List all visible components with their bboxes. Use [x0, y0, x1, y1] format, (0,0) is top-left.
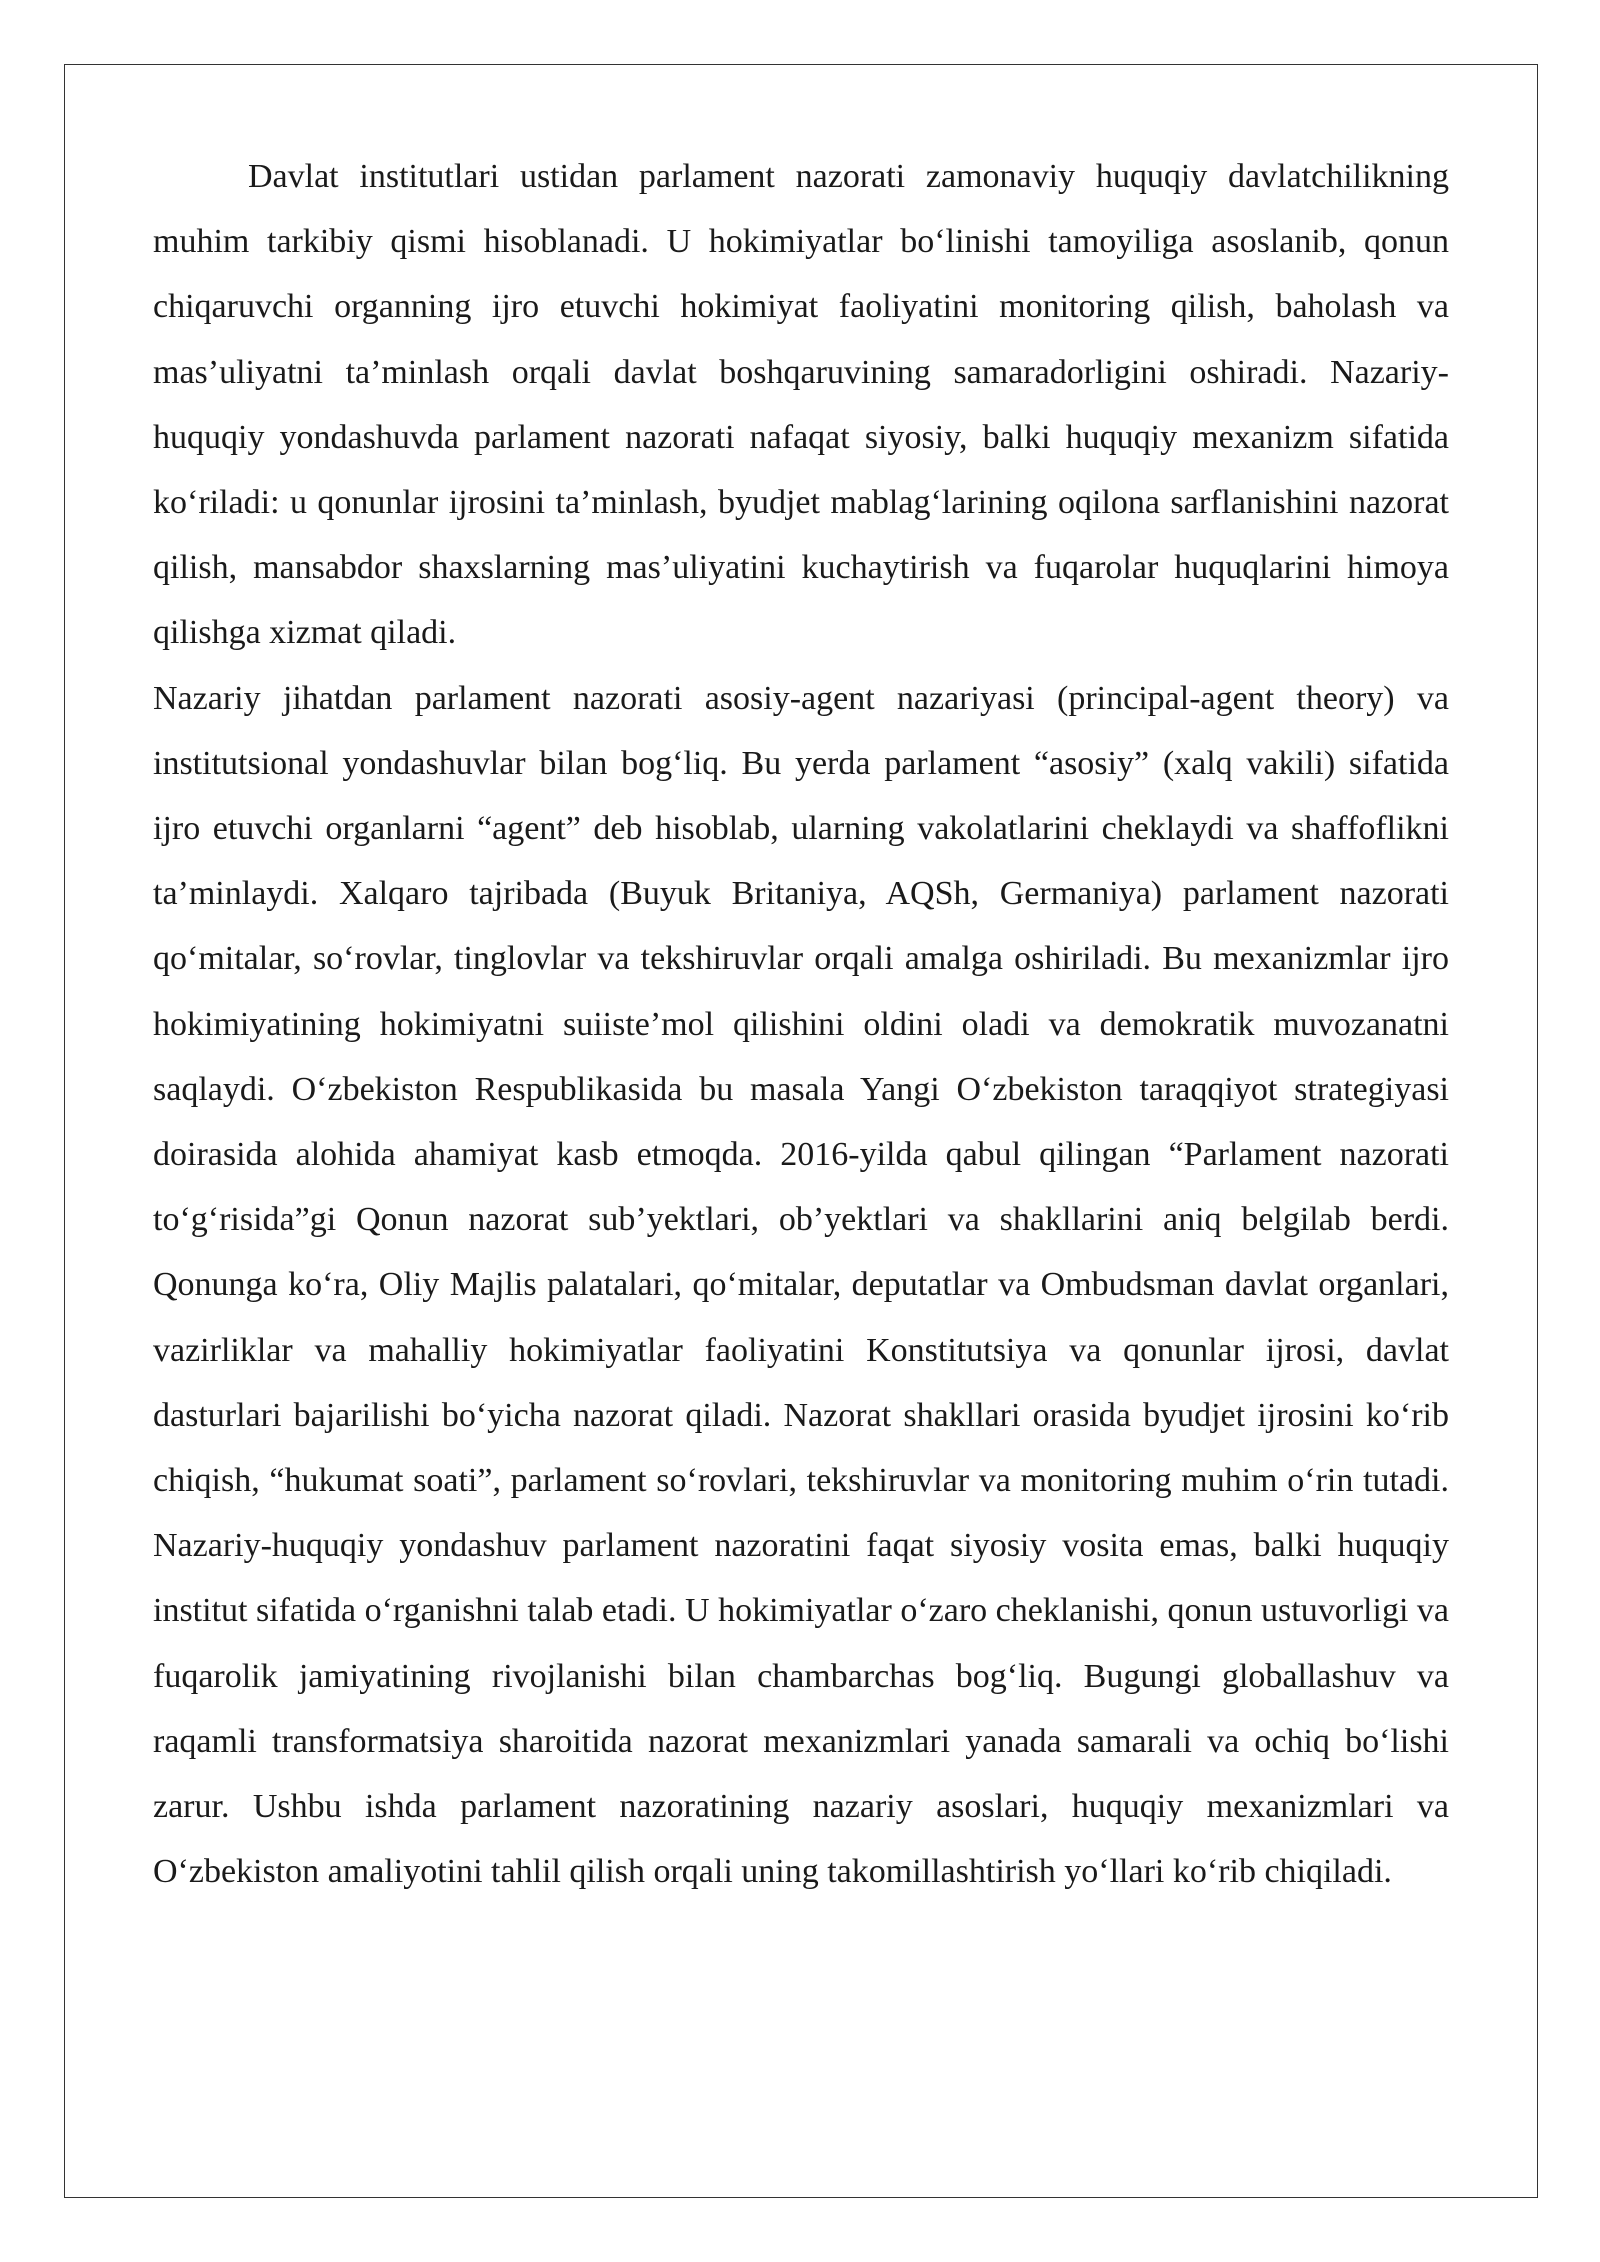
paragraph-theory: Nazariy jihatdan parlament nazorati asosiy-agent nazariyasi (principal-agent theory) va institutsional yondashuvlar bilan bogʻliq. Bu yerda parlament “asosiy” (xalq vakili) sifatida ijro etuvchi organlarni “agent” deb hisoblab, ularning vakolatlarini cheklaydi va shaffoflikni ta’minlaydi. Xalqaro tajribada (Buyuk Britaniya, AQSh, Germaniya) parlament nazorati qoʻmitalar, soʻrovlar, tinglovlar va tekshiruvlar orqali amalga oshiriladi. Bu mexanizmlar ijro hokimiyatining hokimiyatni suiiste’mol qilishini oldini oladi va demokratik muvozanatni saqlaydi. Oʻzbekiston Respublikasida bu masala Yangi Oʻzbekiston taraqqiyot strategiyasi doirasida alohida ahamiyat kasb etmoqda. 2016-yilda qabul qilingan “Parlament nazorati toʻgʻrisida”gi Qonun nazorat sub’yektlari, ob’yektlari va shakllarini aniq belgilab berdi. Qonunga koʻra, Oliy Majlis palatalari, qoʻmitalar, deputatlar va Ombudsman davlat organlari, vazirliklar va mahalliy hokimiyatlar faoliyatini Konstitutsiya va qonunlar ijrosi, davlat dasturlari bajarilishi boʻyicha nazorat qiladi. Nazorat shakllari orasida byudjet ijrosini koʻrib chiqish, “hukumat soati”, parlament soʻrovlari, tekshiruvlar va monitoring muhim oʻrin tutadi. Nazariy-huquqiy yondashuv parlament nazoratini faqat siyosiy vosita emas, balki huquqiy institut sifatida oʻrganishni talab etadi. U hokimiyatlar oʻzaro cheklanishi, qonun ustuvorligi va fuqarolik jamiyatining rivojlanishi bilan chambarchas bogʻliq. Bugungi globallashuv va raqamli transformatsiya sharoitida nazorat mexanizmlari yanada samarali va ochiq boʻlishi zarur. Ushbu ishda parlament nazoratining nazariy asoslari, huquqiy mexanizmlari va Oʻzbekiston amaliyotini tahlil qilish orqali uning takomillashtirish yoʻllari koʻrib chiqiladi. — [153, 679, 1449, 1891]
document-body — [153, 144, 1449, 1904]
paragraph-introduction: Davlat institutlari ustidan parlament nazorati zamonaviy huquqiy davlatchilikning muhim tarkibiy qismi hisoblanadi. U hokimiyatlar boʻlinishi tamoyiliga asoslanib, qonun chiqaruvchi organning ijro etuvchi hokimiyat faoliyatini monitoring qilish, baholash va mas’uliyatni ta’minlash orqali davlat boshqaruvining samaradorligini oshiradi. Nazariy-huquqiy yondashuvda parlament nazorati nafaqat siyosiy, balki huquqiy mexanizm sifatida koʻriladi: u qonunlar ijrosini ta’minlash, byudjet mablagʻlarining oqilona sarflanishini nazorat qilish, mansabdor shaxslarning mas’uliyatini kuchaytirish va fuqarolar huquqlarini himoya qilishga xizmat qiladi. — [153, 158, 1449, 652]
